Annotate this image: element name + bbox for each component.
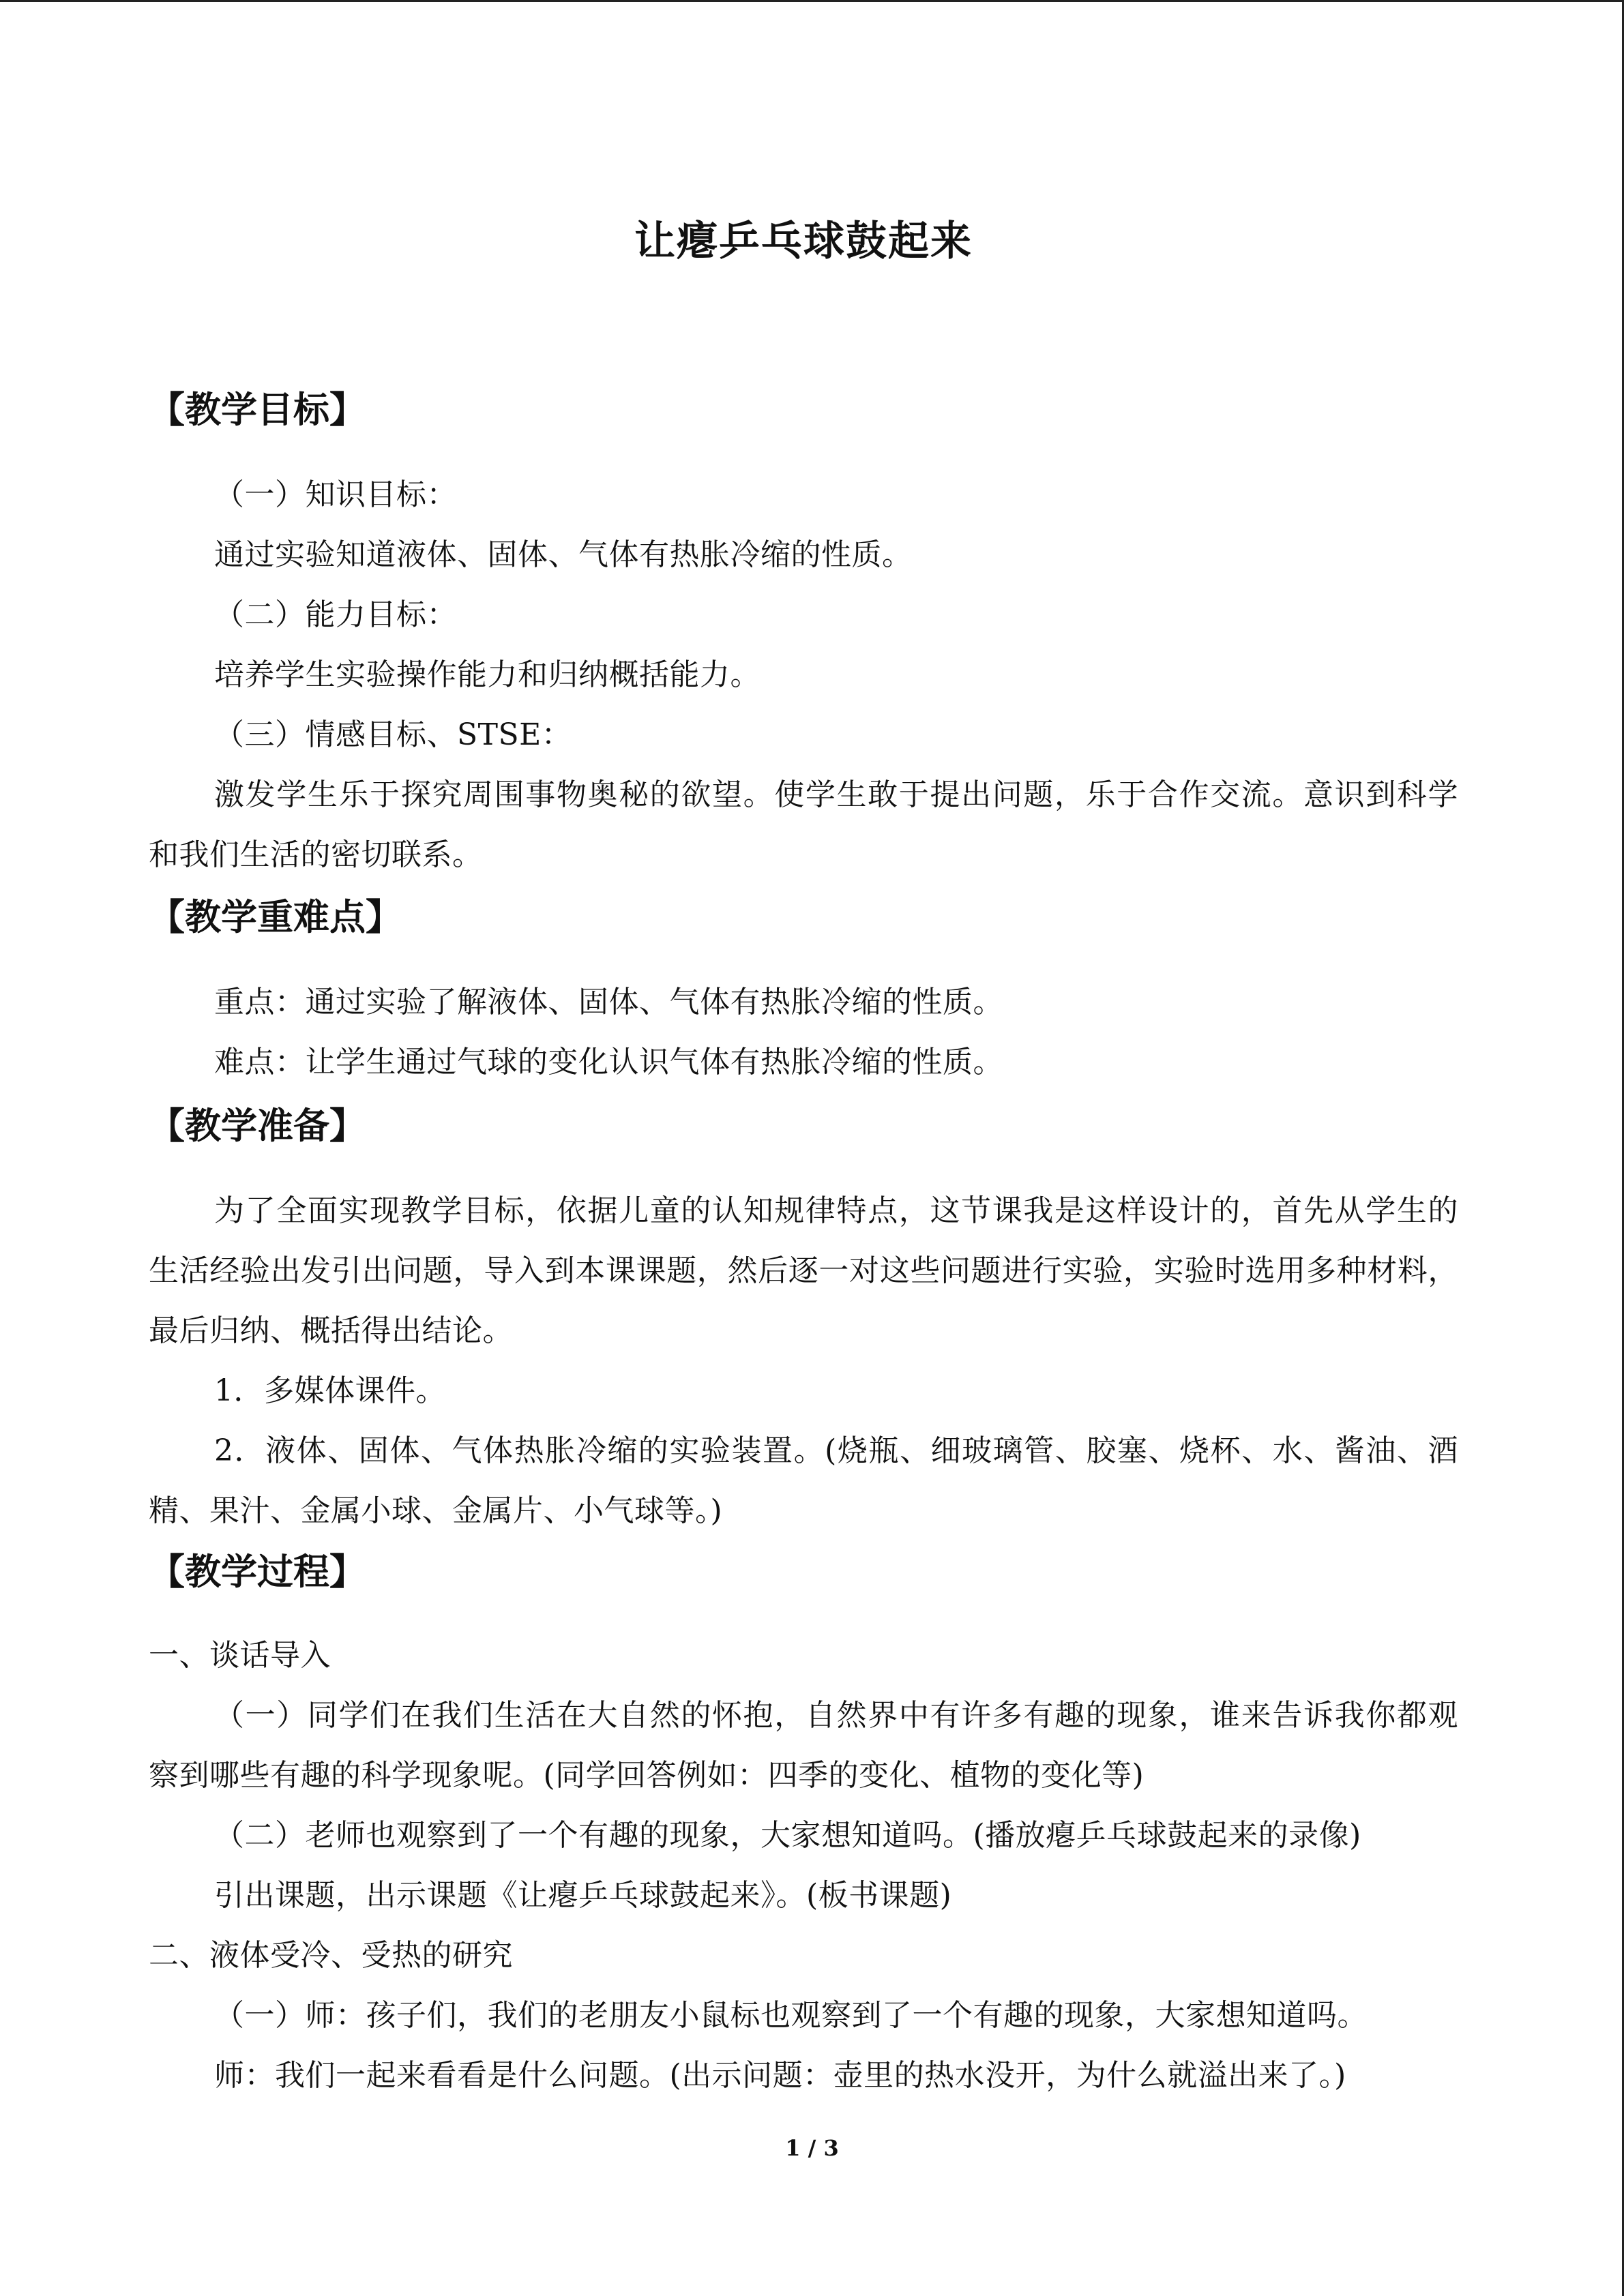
preparation-item-2: 2．液体、固体、气体热胀冷缩的实验装置。(烧瓶、细玻璃管、胶塞、烧杯、水、酱油、酒精、果汁、金属小球、金属片、小气球等。) (149, 1433, 1458, 1528)
document-title: 让瘪乒乓球鼓起来 (634, 218, 973, 265)
preparation-item-1: 1．多媒体课件。 (214, 1373, 446, 1408)
page-border-top (0, 0, 1624, 2)
objective-ability-text: 培养学生实验操作能力和归纳概括能力。 (214, 657, 761, 692)
heading-key-points: 【教学重难点】 (149, 897, 402, 938)
page-indicator: 1 / 3 (785, 2135, 839, 2161)
process-part1-p3: 引出课题，出示课题《让瘪乒乓球鼓起来》。(板书课题) (214, 1878, 952, 1913)
process-part2-title: 二、液体受冷、受热的研究 (149, 1938, 513, 1973)
objective-knowledge-label: （一）知识目标： (214, 477, 457, 512)
objective-emotion-text: 激发学生乐于探究周围事物奥秘的欲望。使学生敢于提出问题，乐于合作交流。意识到科学和我们生活的密切联系。 (149, 777, 1458, 872)
preparation-intro: 为了全面实现教学目标，依据儿童的认知规律特点，这节课我是这样设计的，首先从学生的生活经验出发引出问题，导入到本课课题，然后逐一对这些问题进行实验，实验时选用多种材料，最后归纳、概括得出结论。 (149, 1193, 1458, 1348)
process-part1-p2: （二）老师也观察到了一个有趣的现象，大家想知道吗。(播放瘪乒乓球鼓起来的录像) (214, 1818, 1361, 1853)
process-part1-title: 一、谈话导入 (149, 1638, 331, 1673)
heading-preparation: 【教学准备】 (149, 1105, 366, 1147)
process-part1-p1: （一）同学们在我们生活在大自然的怀抱，自然界中有许多有趣的现象，谁来告诉我你都观察到哪些有趣的科学现象呢。(同学回答例如：四季的变化、植物的变化等) (149, 1698, 1458, 1793)
heading-objectives: 【教学目标】 (149, 389, 366, 431)
process-part2-p2: 师：我们一起来看看是什么问题。(出示问题：壶里的热水没开，为什么就溢出来了。) (214, 2058, 1346, 2093)
process-part2-p1: （一）师：孩子们，我们的老朋友小鼠标也观察到了一个有趣的现象，大家想知道吗。 (214, 1998, 1368, 2033)
key-point-text: 重点：通过实验了解液体、固体、气体有热胀冷缩的性质。 (214, 985, 1003, 1019)
heading-process: 【教学过程】 (149, 1551, 366, 1593)
objective-knowledge-text: 通过实验知道液体、固体、气体有热胀冷缩的性质。 (214, 537, 913, 572)
objective-ability-label: （二）能力目标： (214, 597, 457, 632)
difficult-point-text: 难点：让学生通过气球的变化认识气体有热胀冷缩的性质。 (214, 1045, 1003, 1079)
objective-emotion-label: （三）情感目标、STSE： (214, 717, 572, 752)
